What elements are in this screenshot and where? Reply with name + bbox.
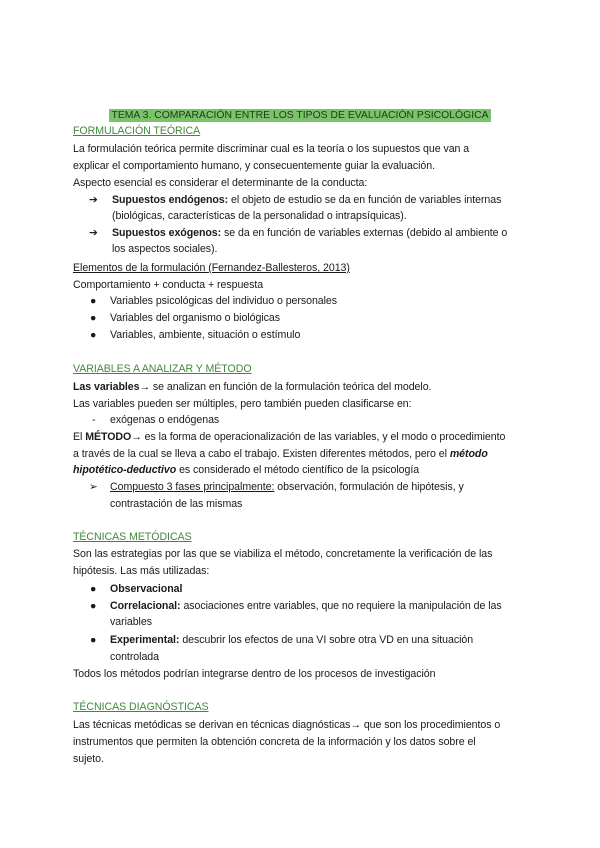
dash-bullet-icon: - [92,414,96,426]
list-item: Observacional [110,583,183,595]
term: Supuestos endógenos: [112,194,229,206]
arrowhead-bullet-icon: ➢ [89,481,98,493]
paragraph-line: Las variables→ se analizan en función de la formulación teórica del modelo. [73,381,432,393]
arrow-bullet-icon: ➔ [89,194,98,206]
paragraph-line: explicar el comportamiento humano, y consecuentemente guiar la evaluación. [73,160,435,172]
list-item: Variables del organismo o biológicas [110,312,280,324]
paragraph-line: Las variables pueden ser múltiples, pero también pueden clasificarse en: [73,398,412,410]
bullet-dot-icon: ● [90,634,97,646]
bullet-dot-icon: ● [90,583,97,595]
paragraph-line: Comportamiento + conducta + respuesta [73,279,264,291]
list-item-endogenos: Supuestos endógenos: el objeto de estudio se da en función de variables internas [112,194,502,206]
page-title: TEMA 3. COMPARACIÓN ENTRE LOS TIPOS DE EVALUACIÓN PSICOLÓGICA [111,110,489,121]
title-row [0,105,600,123]
bullet-dot-icon: ● [90,329,97,341]
list-item-line: (biológicas, características de la personalidad o intrapsíquicas). [112,210,407,222]
bullet-dot-icon: ● [90,295,97,307]
list-item: Correlacional: asociaciones entre variables, que no requiere la manipulación de las [110,600,502,612]
term: Supuestos exógenos: [112,227,222,239]
list-item: Variables psicológicas del individuo o personales [110,295,338,307]
list-item-line: contrastación de las mismas [110,498,243,510]
paragraph-line: El MÉTODO→ es la forma de operacionalización de las variables, y el modo o procedimiento [73,431,506,443]
bullet-dot-icon: ● [90,600,97,612]
list-item: Experimental: descubrir los efectos de una VI sobre otra VD en una situación [110,634,474,646]
paragraph-line: hipótesis. Las más utilizadas: [73,565,210,577]
bullet-dot-icon: ● [90,312,97,324]
section-heading-metodicas: TÉCNICAS METÓDICAS [73,531,192,543]
list-item-line: variables [110,616,152,628]
list-item: Variables, ambiente, situación o estímulo [110,329,301,341]
section-heading-formulacion: FORMULACIÓN TEÓRICA [73,125,201,137]
paragraph-line: Las técnicas metódicas se derivan en técnicas diagnósticas→ que son los procedimientos o [73,719,501,731]
paragraph-line: Todos los métodos podrían integrarse dentro de los procesos de investigación [73,668,436,680]
paragraph-line: instrumentos que permiten la obtención concreta de la información y los datos sobre el [73,736,476,748]
list-item: exógenas o endógenas [110,414,220,426]
paragraph-line: Aspecto esencial es considerar el determinante de la conducta: [73,177,368,189]
paragraph-line: Son las estrategias por las que se viabiliza el método, concretamente la verificación de las [73,548,493,560]
paragraph-line: a través de la cual se lleva a cabo el trabajo. Existen diferentes métodos, pero el método [73,448,488,460]
subheading-elementos: Elementos de la formulación (Fernandez-Ballesteros, 2013) [73,262,350,274]
list-item-exogenos: Supuestos exógenos: se da en función de variables externas (debido al ambiente o [112,227,508,239]
section-heading-variables: VARIABLES A ANALIZAR Y MÉTODO [73,363,252,375]
paragraph-line: sujeto. [73,753,104,765]
paragraph-line: hipotético-deductivo es considerado el método científico de la psicología [73,464,420,476]
list-item-fases: Compuesto 3 fases principalmente: observación, formulación de hipótesis, y [110,481,464,493]
section-heading-diagnosticas: TÉCNICAS DIAGNÓSTICAS [73,701,209,713]
list-item-line: los aspectos sociales). [112,243,218,255]
arrow-bullet-icon: ➔ [89,227,98,239]
list-item-line: controlada [110,651,159,663]
paragraph-line: La formulación teórica permite discriminar cual es la teoría o los supuestos que van a [73,143,470,155]
